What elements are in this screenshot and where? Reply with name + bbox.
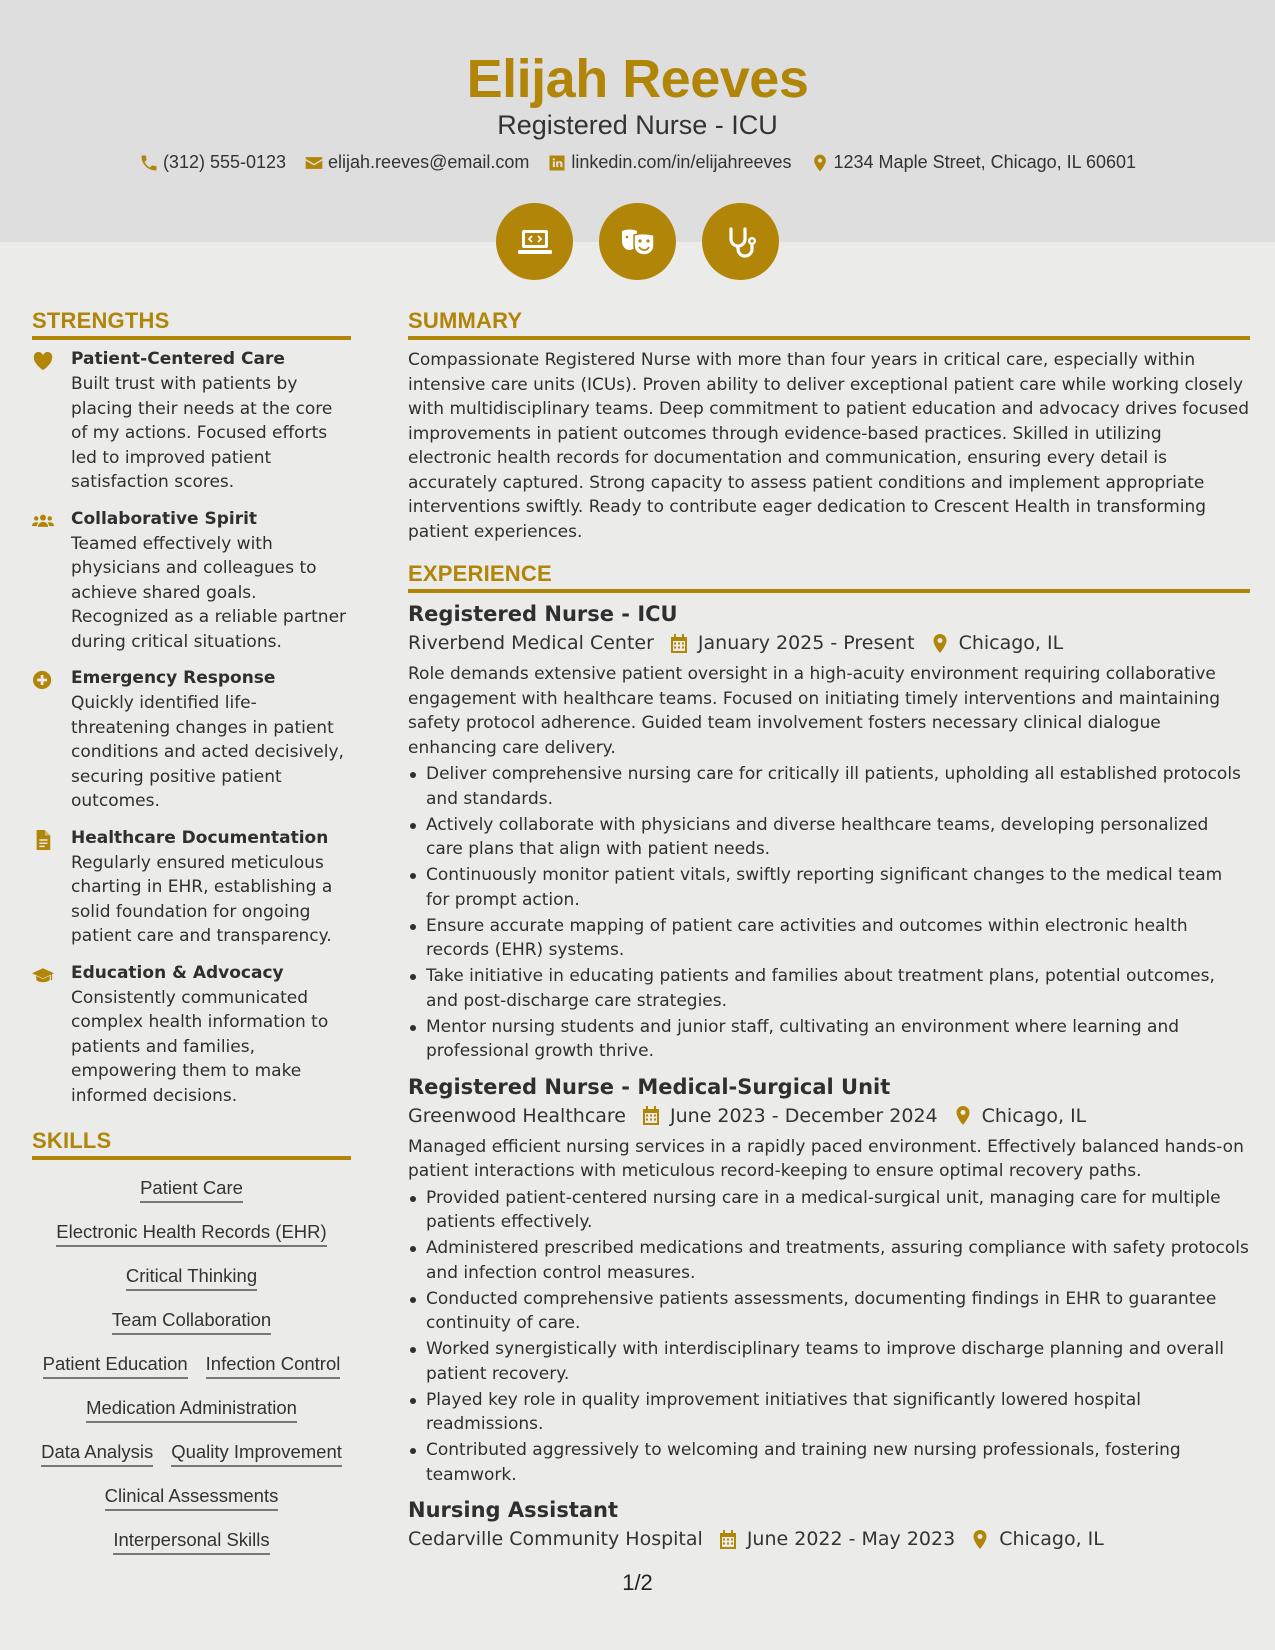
summary-text: Compassionate Registered Nurse with more than four years in critical care, especially within intensive care units (ICUs). Proven ability to deliver exceptional patient care while working closely with multidisciplinary teams. Deep commitment to patient education and advocacy drives focused improvements in patient outcomes through evidence-based practices. Skilled in utilizing electronic health records for documentation and communication, ensuring every detail is accurately captured. Strong capacity to assess patient conditions and implement appropriate interventions swiftly. Ready to contribute eager dedication to Crescent Health in transforming patient experiences. (408, 350, 1249, 542)
experience-section (408, 561, 1250, 1550)
contact-email[interactable] (304, 152, 529, 173)
list-item: Take initiative in educating patients and families about treatment plans, potential outcomes, and post-discharge care strategies. (408, 964, 1250, 1013)
calendar-icon (642, 1106, 660, 1125)
strength-title: Healthcare Documentation (71, 827, 329, 848)
job-dates: June 2022 - May 2023 (746, 1528, 956, 1550)
contact-email-text: elijah.reeves@email.com (328, 152, 530, 172)
strength-item (32, 667, 351, 814)
theater-masks-icon (618, 222, 658, 262)
list-item: Mentor nursing students and junior staff, cultivating an environment where learning and professional growth thrive. (408, 1015, 1250, 1064)
strength-desc: Teamed effectively with physicians and colleagues to achieve shared goals. Recognized as a reliable partner during critical situations. (71, 533, 347, 652)
right-column (408, 308, 1250, 1558)
strength-title: Emergency Response (71, 668, 276, 688)
strength-desc: Regularly ensured meticulous charting in EHR, establishing a solid foundation for ongoing patient care and transparency. (71, 852, 333, 946)
list-item: Deliver comprehensive nursing care for critically ill patients, upholding all established protocols and standards. (408, 762, 1250, 811)
strength-desc: Consistently communicated complex health information to patients and families, empowering them to make informed decisions. (71, 987, 329, 1106)
list-item: Played key role in quality improvement initiatives that significantly lowered hospital readmissions. (408, 1388, 1250, 1437)
job-bullets (408, 1186, 1250, 1488)
map-pin-icon (810, 153, 830, 173)
stethoscope-icon (721, 222, 761, 262)
list-item: Ensure accurate mapping of patient care activities and outcomes within electronic health records (EHR) systems. (408, 914, 1250, 963)
map-pin-icon (954, 1106, 972, 1125)
job-title: Nursing Assistant (408, 1498, 619, 1522)
contact-address (810, 152, 1137, 173)
skills-section (32, 1128, 351, 1564)
skills-list (32, 1168, 351, 1564)
contact-bar (0, 152, 1275, 173)
contact-phone-text: (312) 555-0123 (162, 152, 287, 172)
job-bullets (408, 762, 1250, 1064)
candidate-role: Registered Nurse - ICU (497, 110, 778, 140)
skill-tag: Patient Education (43, 1348, 188, 1379)
envelope-icon (304, 153, 324, 173)
job-location: Chicago, IL (981, 1104, 1087, 1127)
calendar-icon (670, 634, 688, 653)
job-company: Riverbend Medical Center (408, 632, 654, 654)
strength-desc: Built trust with patients by placing their needs at the core of my actions. Focused efforts led to improved patient satisfaction scores. (71, 374, 333, 492)
strength-title: Education & Advocacy (71, 962, 284, 983)
strength-item (32, 827, 351, 949)
skills-heading: SKILLS (32, 1128, 351, 1160)
job-meta (408, 1105, 1250, 1127)
skill-tag: Clinical Assessments (105, 1480, 279, 1511)
skill-tag: Patient Care (140, 1172, 243, 1203)
list-item: Actively collaborate with physicians and diverse healthcare teams, developing personalized care plans that align with patient needs. (408, 813, 1250, 862)
document-icon (32, 830, 54, 850)
strength-item (32, 348, 351, 495)
job-location: Chicago, IL (958, 632, 1064, 654)
job-dates: June 2023 - December 2024 (670, 1104, 938, 1127)
users-icon (32, 511, 54, 531)
contact-address-text: 1234 Maple Street, Chicago, IL 60601 (833, 152, 1137, 172)
map-pin-icon (931, 634, 949, 653)
job-description: Managed efficient nursing services in a rapidly paced environment. Effectively balanced hands-on patient interactions with meticulous record-keeping to ensure optimal recovery paths. (408, 1136, 1244, 1181)
job-title: Registered Nurse - ICU (408, 602, 678, 626)
list-item: Continuously monitor patient vitals, swiftly reporting significant changes to the medical team for prompt action. (408, 863, 1250, 912)
job-location: Chicago, IL (999, 1528, 1104, 1550)
job-entry (408, 601, 1250, 1064)
job-description: Role demands extensive patient oversight in a high-acuity environment requiring collaborative engagement with healthcare teams. Focused on initiating timely interventions and maintaining safety protocol adherence. Guided team involvement fosters necessary clinical dialogue enhancing care delivery. (408, 664, 1221, 758)
plus-circle-icon (32, 670, 54, 690)
calendar-icon (719, 1530, 737, 1549)
list-item: Administered prescribed medications and treatments, assuring compliance with safety protocols and infection control measures. (408, 1236, 1250, 1285)
list-item: Conducted comprehensive patients assessments, documenting findings in EHR to guarantee continuity of care. (408, 1287, 1250, 1336)
stethoscope-badge (702, 203, 779, 280)
job-title: Registered Nurse - Medical-Surgical Unit (408, 1074, 891, 1099)
skill-tag: Critical Thinking (126, 1260, 257, 1291)
strength-title: Patient-Centered Care (71, 349, 285, 369)
contact-linkedin-text: linkedin.com/in/elijahreeves (571, 152, 792, 172)
list-item: Contributed aggressively to welcoming and training new nursing professionals, fostering teamwork. (408, 1438, 1250, 1487)
summary-heading: SUMMARY (408, 308, 1250, 340)
linkedin-icon (547, 153, 567, 173)
map-pin-icon (971, 1530, 989, 1549)
job-company: Greenwood Healthcare (408, 1104, 626, 1127)
strength-item (32, 508, 351, 655)
strengths-heading: STRENGTHS (32, 308, 351, 340)
skill-tag: Medication Administration (86, 1392, 297, 1423)
strength-item (32, 962, 351, 1109)
job-entry (408, 1497, 1250, 1550)
laptop-code-icon (515, 222, 555, 262)
list-item: Worked synergistically with interdisciplinary teams to improve discharge planning and overall patient recovery. (408, 1337, 1250, 1386)
skill-tag: Infection Control (206, 1348, 341, 1379)
skill-tag: Interpersonal Skills (113, 1524, 269, 1555)
skill-tag: Electronic Health Records (EHR) (56, 1216, 326, 1247)
skill-tag: Team Collaboration (112, 1304, 271, 1335)
theater-masks-badge (599, 203, 676, 280)
strength-title: Collaborative Spirit (71, 508, 258, 529)
graduation-cap-icon (32, 965, 54, 985)
job-dates: January 2025 - Present (697, 632, 915, 654)
contact-linkedin[interactable] (547, 152, 791, 173)
laptop-code-badge (496, 203, 573, 280)
strength-desc: Quickly identified life-threatening changes in patient conditions and acted decisively, securing positive patient outcomes. (71, 693, 344, 811)
job-company: Cedarville Community Hospital (408, 1528, 703, 1550)
left-column (32, 308, 351, 1564)
skill-tag: Quality Improvement (171, 1436, 342, 1467)
badge-row (0, 203, 1275, 280)
job-meta (408, 632, 1250, 654)
experience-heading: EXPERIENCE (408, 561, 1250, 593)
heart-icon (32, 351, 54, 371)
candidate-name: Elijah Reeves (466, 49, 809, 109)
job-meta (408, 1528, 1250, 1550)
skill-tag: Data Analysis (41, 1436, 153, 1467)
contact-phone[interactable] (139, 152, 286, 173)
phone-icon (139, 153, 159, 173)
list-item: Provided patient-centered nursing care in a medical-surgical unit, managing care for multiple patients effectively. (408, 1186, 1250, 1235)
job-entry (408, 1074, 1250, 1488)
page-number: 1/2 (622, 1570, 653, 1595)
